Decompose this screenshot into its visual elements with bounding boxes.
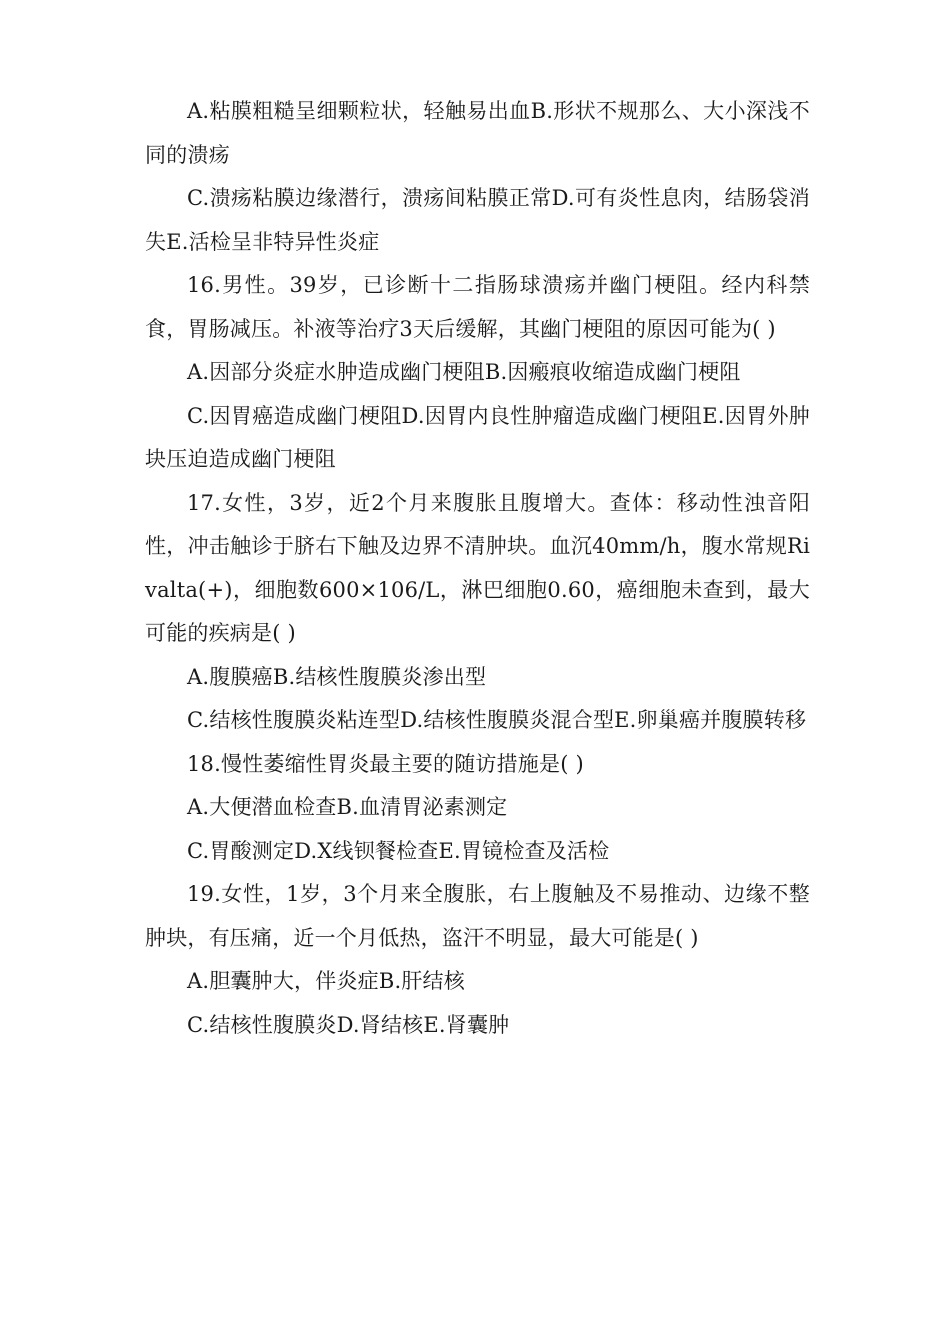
option-line-q18-cde: C.胃酸测定D.X线钡餐检查E.胃镜检查及活检: [187, 838, 610, 863]
question-19: 19.女性，1岁，3个月来全腹胀，右上腹触及不易推动、边缘不整肿块，有压痛，近一个月低热，盗汗不明显，最大可能是( ): [145, 882, 810, 950]
document-body: [145, 90, 810, 1047]
option-line-q17-ab: A.腹膜癌B.结核性腹膜炎渗出型: [187, 664, 487, 689]
option-line-q19-cde: C.结核性腹膜炎D.肾结核E.肾囊肿: [187, 1012, 510, 1037]
question-18: 18.慢性萎缩性胃炎最主要的随访措施是( ): [187, 751, 584, 776]
question-16: 16.男性。39岁，已诊断十二指肠球溃疡并幽门梗阻。经内科禁食，胃肠减压。补液等治疗3天后缓解，其幽门梗阻的原因可能为( ): [145, 273, 810, 341]
option-line-q16-ab: A.因部分炎症水肿造成幽门梗阻B.因瘢痕收缩造成幽门梗阻: [187, 360, 741, 384]
option-line-q15-cde: C.溃疡粘膜边缘潜行，溃疡间粘膜正常D.可有炎性息肉，结肠袋消失E.活检呈非特异性炎症: [145, 186, 810, 254]
option-line-q18-ab: A.大便潜血检查B.血清胃泌素测定: [187, 795, 508, 819]
question-17: 17.女性，3岁，近2个月来腹胀且腹增大。查体：移动性浊音阳性，冲击触诊于脐右下触及边界不清肿块。血沉40mm/h，腹水常规Rivalta(+)，细胞数600×106/L，淋巴细胞0.60，癌细胞未查到，最大可能的疾病是( ): [145, 490, 810, 645]
option-line-q16-cde: C.因胃癌造成幽门梗阻D.因胃内良性肿瘤造成幽门梗阻E.因胃外肿块压迫造成幽门梗阻: [145, 403, 810, 471]
option-line-q15-ab: A.粘膜粗糙呈细颗粒状，轻触易出血B.形状不规那么、大小深浅不同的溃疡: [145, 99, 810, 167]
option-line-q17-cde: C.结核性腹膜炎粘连型D.结核性腹膜炎混合型E.卵巢癌并腹膜转移: [187, 708, 807, 732]
option-line-q19-ab: A.胆囊肿大，伴炎症B.肝结核: [187, 969, 465, 993]
